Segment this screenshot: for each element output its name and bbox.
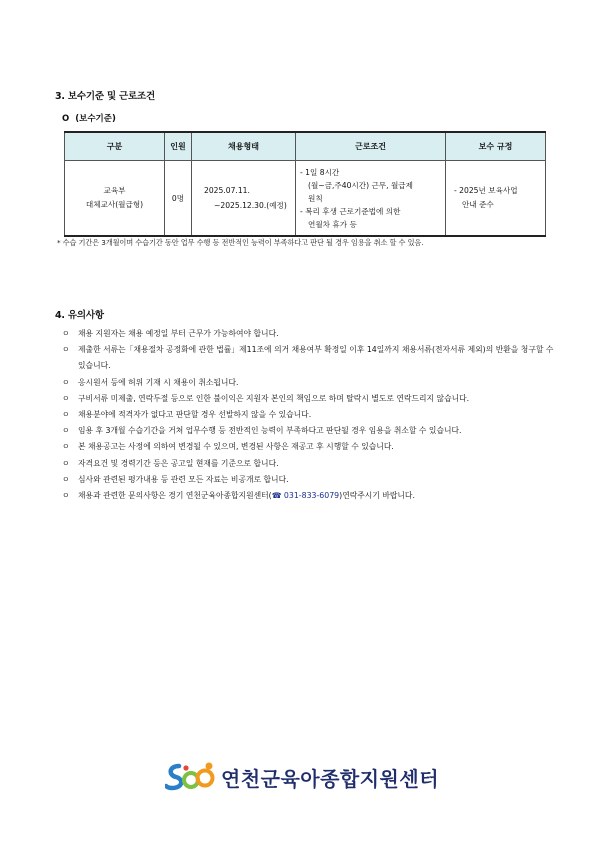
- list-item: [62, 326, 562, 342]
- header-work-conditions: 근로조건: [296, 132, 446, 161]
- circle-bullet: ㅇ: [62, 410, 70, 420]
- cell-category: [65, 161, 165, 237]
- center-name: 연천군육아종합지원센터: [221, 766, 440, 791]
- pay-standard-label: (보수기준): [75, 114, 116, 124]
- header-pay-rule: 보수 규정: [446, 132, 546, 161]
- notice-text: 채용분야에 적격자가 없다고 판단할 경우 선발하지 않을 수 있습니다.: [78, 410, 312, 420]
- pay-rule-line-1: - 2025년 보육사업: [454, 186, 518, 195]
- pay-standard-subheading: [62, 112, 116, 124]
- pay-standard-table: [64, 131, 546, 237]
- condition-1-line-3: 원칙: [308, 193, 323, 203]
- circle-bullet: ㅇ: [62, 329, 70, 338]
- circle-bullet: ㅇ: [62, 458, 70, 468]
- circle-bullet: ㅇ: [62, 491, 70, 501]
- circle-bullet: ㅇ: [62, 393, 70, 403]
- list-item: [62, 375, 562, 391]
- notice-text: 임용 후 3개월 수습기간을 거쳐 업무수행 등 전반적인 능력이 부족하다고 판단될 경우 임용을 취소할 수 있습니다.: [78, 426, 462, 436]
- list-item: [62, 391, 562, 407]
- notice-text: 구비서류 미제출, 연락두절 등으로 인한 불이익은 지원자 본인의 책임으로 하며 탈락시 별도로 연락드리지 않습니다.: [78, 393, 470, 403]
- list-item: [62, 407, 562, 423]
- notice-text: 채용 지원자는 채용 예정일 부터 근무가 가능하여야 합니다.: [78, 329, 279, 338]
- header-employment-type: 채용형태: [192, 132, 296, 161]
- notice-text: 자격요건 및 경력기간 등은 공고일 현재를 기준으로 합니다.: [78, 458, 279, 468]
- contact-phone: ☎ 031-833-6079: [271, 491, 340, 501]
- circle-bullet: O: [62, 114, 70, 124]
- list-item: [62, 439, 562, 455]
- condition-1-line-2: (월~금,주40시간) 근무, 월급제: [308, 180, 413, 190]
- cell-headcount: 0명: [165, 161, 192, 237]
- contact-text: [78, 488, 562, 504]
- contact-prefix: 채용과 관련한 문의사항은 경기 연천군육아종합지원센터(: [78, 491, 272, 501]
- category-line-2: 대체교사(월급형): [85, 200, 144, 209]
- list-item: [62, 456, 562, 472]
- condition-2-line-2: 연월차 휴가 등: [308, 219, 357, 229]
- probation-footnote: * 수습 기간은 3개월이며 수습기간 동안 업무 수행 등 전반적인 능력이 부족하다고 판단 될 경우 임용을 취소 할 수 있음.: [57, 238, 424, 247]
- notice-text: 제출한 서류는「채용절차 공정화에 관한 법률」제11조에 의거 채용여부 확정일 이후 14일까지 채용서류(전자서류 제외)의 반환을 청구할 수 있습니다.: [78, 345, 554, 371]
- contact-suffix: )연락주시기 바랍니다.: [339, 491, 415, 501]
- circle-bullet: ㅇ: [62, 377, 70, 387]
- notice-list: [62, 326, 562, 504]
- circle-bullet: ㅇ: [62, 442, 70, 452]
- notice-text: 심사와 관련된 평가내용 등 관련 모든 자료는 비공개로 합니다.: [78, 474, 289, 484]
- table-row: [65, 161, 546, 237]
- section-4-title: 4. 유의사항: [55, 310, 104, 321]
- category-line-1: 교육부: [103, 186, 126, 195]
- cell-employment-period: [192, 161, 296, 237]
- circle-bullet: ㅇ: [62, 345, 70, 355]
- circle-bullet: ㅇ: [62, 474, 70, 484]
- header-category: 구분: [65, 132, 165, 161]
- condition-2-line-1: - 복리 후생 근로기준법에 의한: [300, 206, 401, 216]
- cell-pay-rule: [446, 161, 546, 237]
- center-emblem-icon: [165, 760, 217, 794]
- list-item: [62, 342, 562, 374]
- pay-rule-line-2: 안내 준수: [462, 200, 494, 209]
- circle-bullet: ㅇ: [62, 426, 70, 436]
- table-header-row: [65, 132, 546, 161]
- period-line-1: 2025.07.11.: [204, 186, 250, 195]
- condition-1-line-1: - 1일 8시간: [300, 167, 340, 177]
- period-line-2: ~2025.12.30.(예정): [214, 201, 287, 210]
- header-headcount: 인원: [165, 132, 192, 161]
- notice-text: 본 채용공고는 사정에 의하여 변경될 수 있으며, 변경된 사항은 재공고 후 시행할 수 있습니다.: [78, 442, 394, 452]
- cell-work-conditions: [296, 161, 446, 237]
- list-item: [62, 423, 562, 439]
- list-item: [62, 472, 562, 488]
- notice-text: 응시원서 등에 허위 기재 시 채용이 취소됩니다.: [78, 377, 239, 387]
- list-item-contact: [62, 488, 562, 504]
- center-logo: [165, 760, 439, 794]
- section-3-title: 3. 보수기준 및 근로조건: [55, 91, 155, 102]
